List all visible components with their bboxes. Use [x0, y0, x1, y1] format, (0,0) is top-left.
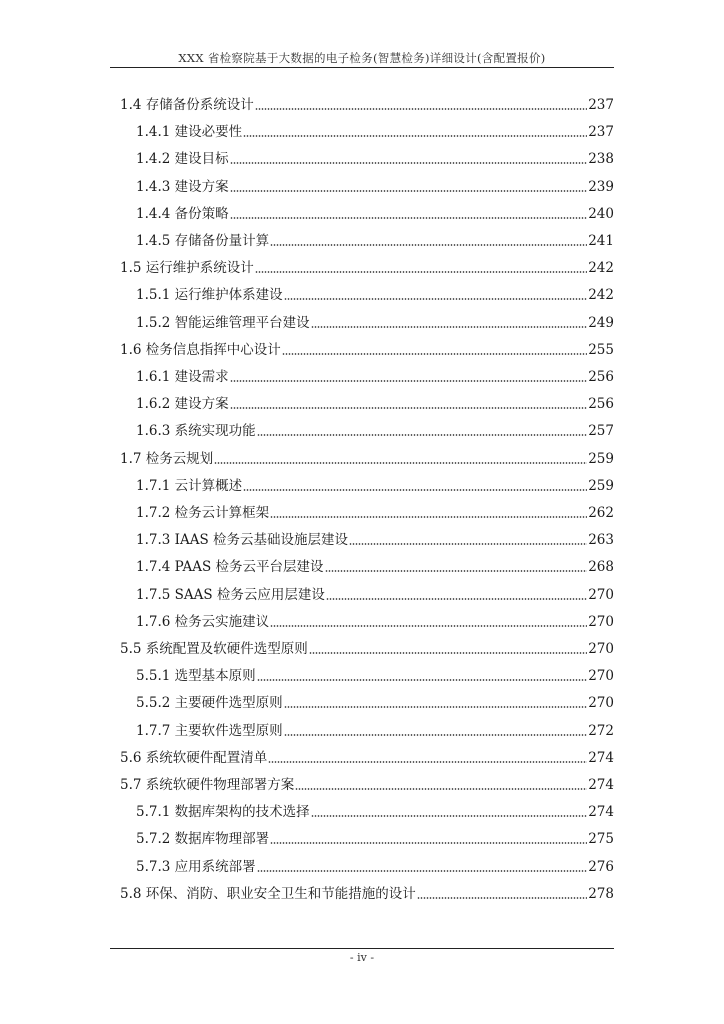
toc-entry[interactable]	[136, 799, 614, 821]
toc-leader-dots	[295, 788, 587, 790]
toc-entry-page: 274	[588, 777, 614, 793]
toc-entry-page: 262	[588, 505, 614, 521]
toc-leader-dots	[349, 543, 587, 545]
toc-entry[interactable]	[120, 745, 614, 767]
toc-entry-page: 256	[588, 369, 614, 385]
header-rule	[110, 67, 614, 68]
toc-entry-title: 1.7.4 PAAS 检务云平台层建设	[136, 559, 324, 576]
toc-entry-title: 1.4.2 建设目标	[136, 151, 229, 168]
toc-entry-page: 259	[588, 477, 614, 494]
toc-entry-title: 1.7.5 SAAS 检务云应用层建设	[136, 586, 325, 603]
toc-entry-page: 272	[588, 722, 614, 739]
toc-entry[interactable]	[136, 690, 614, 712]
toc-entry-page: 274	[588, 749, 614, 766]
toc-entry-title: 1.7.1 云计算概述	[136, 477, 243, 494]
toc-entry-title: 5.5.1 选型基本原则	[136, 668, 256, 685]
toc-entry-page: 241	[588, 233, 614, 249]
toc-entry[interactable]	[120, 446, 614, 468]
toc-leader-dots	[284, 298, 588, 300]
toc-entry-title: 5.7 系统软硬件物理部署方案	[120, 777, 295, 793]
toc-entry-title: 1.4.1 建设必要性	[136, 124, 243, 141]
toc-entry-page: 268	[588, 559, 614, 576]
toc-entry-title: 1.7.2 检务云计算框架	[136, 505, 270, 521]
toc-entry-title: 1.6.1 建设需求	[136, 369, 229, 385]
toc-leader-dots	[417, 897, 587, 899]
toc-entry[interactable]	[136, 527, 614, 549]
toc-leader-dots	[325, 570, 588, 572]
toc-entry-page: 239	[588, 178, 614, 195]
toc-entry-title: 1.7.6 检务云实施建议	[136, 613, 270, 630]
toc-entry-title: 5.8 环保、消防、职业安全卫生和节能措施的设计	[120, 885, 416, 902]
toc-leader-dots	[230, 162, 588, 164]
toc-leader-dots	[230, 190, 588, 192]
footer-page-number: - iv -	[349, 951, 375, 964]
toc-entry-page: 255	[588, 341, 614, 358]
toc-entry-title: 5.5 系统配置及软硬件选型原则	[120, 641, 308, 657]
toc-leader-dots	[268, 761, 587, 763]
toc-entry[interactable]	[136, 201, 614, 223]
toc-entry[interactable]	[136, 228, 614, 250]
toc-entry-page: 242	[588, 287, 614, 304]
toc-entry-page: 257	[588, 423, 614, 440]
toc-entry[interactable]	[120, 255, 614, 277]
toc-entry-page: 238	[588, 151, 614, 168]
toc-leader-dots	[309, 652, 587, 654]
toc-entry[interactable]	[120, 92, 614, 114]
toc-leader-dots	[311, 326, 588, 328]
toc-leader-dots	[270, 625, 587, 627]
toc-entry[interactable]	[136, 582, 614, 604]
toc-entry[interactable]	[136, 826, 614, 848]
toc-entry-page: 274	[588, 804, 614, 821]
toc-leader-dots	[270, 842, 587, 844]
toc-entry-title: 5.7.1 数据库架构的技术选择	[136, 804, 310, 821]
toc-entry-page: 270	[588, 641, 614, 657]
toc-leader-dots	[311, 815, 588, 817]
toc-leader-dots	[257, 870, 588, 872]
toc-entry-page: 263	[588, 532, 614, 549]
toc-entry-title: 1.5 运行维护系统设计	[120, 260, 254, 277]
toc-entry[interactable]	[136, 854, 614, 876]
toc-entry-title: 5.7.2 数据库物理部署	[136, 831, 270, 848]
toc-entry-title: 5.5.2 主要硬件选型原则	[136, 695, 283, 712]
toc-leader-dots	[284, 734, 588, 736]
toc-entry-page: 242	[588, 260, 614, 277]
toc-leader-dots	[230, 407, 588, 409]
toc-leader-dots	[243, 135, 587, 137]
toc-leader-dots	[230, 380, 588, 382]
toc-entry[interactable]	[136, 146, 614, 168]
toc-entry[interactable]	[136, 663, 614, 685]
toc-entry-page: 237	[588, 124, 614, 141]
header-title: XXX 省检察院基于大数据的电子检务(智慧检务)详细设计(含配置报价)	[178, 51, 546, 65]
toc-entry-title: 1.6 检务信息指挥中心设计	[120, 341, 281, 358]
toc-leader-dots	[255, 108, 587, 110]
toc-entry-title: 1.4 存储备份系统设计	[120, 97, 254, 113]
toc-entry-title: 1.4.3 建设方案	[136, 178, 229, 195]
toc-entry-page: 270	[588, 586, 614, 603]
toc-entry-title: 1.6.2 建设方案	[136, 396, 229, 413]
toc-entry-title: 1.7.3 IAAS 检务云基础设施层建设	[136, 532, 349, 549]
toc-leader-dots	[270, 244, 587, 246]
toc-leader-dots	[282, 353, 587, 355]
toc-leader-dots	[257, 679, 588, 681]
toc-entry[interactable]	[120, 337, 614, 359]
toc-entry-title: 1.4.4 备份策略	[136, 205, 229, 222]
toc-entry[interactable]	[120, 772, 614, 794]
toc-entry-page: 275	[588, 831, 614, 848]
toc-entry-page: 270	[588, 668, 614, 685]
toc-entry[interactable]	[136, 391, 614, 413]
toc-entry-page: 259	[588, 450, 614, 467]
toc-entry[interactable]	[136, 609, 614, 631]
toc-entry-title: 1.5.1 运行维护体系建设	[136, 287, 283, 304]
toc-entry[interactable]	[136, 174, 614, 196]
toc-entry[interactable]	[136, 418, 614, 440]
toc-entry[interactable]	[136, 718, 614, 740]
toc-entry-title: 1.5.2 智能运维管理平台建设	[136, 314, 310, 331]
toc-entry-page: 270	[588, 613, 614, 630]
toc-entry-title: 1.4.5 存储备份量计算	[136, 233, 270, 249]
toc-entry-page: 276	[588, 858, 614, 875]
toc-leader-dots	[257, 434, 588, 436]
toc-entry-title: 5.6 系统软硬件配置清单	[120, 749, 268, 766]
toc-leader-dots	[326, 598, 587, 600]
toc-leader-dots	[243, 489, 587, 491]
toc-entry[interactable]	[136, 364, 614, 386]
toc-entry-page: 249	[588, 314, 614, 331]
toc-entry[interactable]	[136, 310, 614, 332]
toc-entry-page: 270	[588, 695, 614, 712]
toc-entry[interactable]	[120, 636, 614, 658]
toc-leader-dots	[255, 271, 587, 273]
toc-entry-title: 1.6.3 系统实现功能	[136, 423, 256, 440]
toc-entry[interactable]	[120, 881, 614, 903]
toc-entry[interactable]	[136, 119, 614, 141]
toc-leader-dots	[230, 217, 588, 219]
toc-entry-page: 237	[588, 97, 614, 113]
toc-entry[interactable]	[136, 554, 614, 576]
toc-entry-page: 278	[588, 885, 614, 902]
toc-leader-dots	[284, 706, 588, 708]
toc-entry[interactable]	[136, 500, 614, 522]
toc-entry[interactable]	[136, 473, 614, 495]
toc-entry-title: 5.7.3 应用系统部署	[136, 858, 256, 875]
toc-entry[interactable]	[136, 282, 614, 304]
toc-entry-title: 1.7.7 主要软件选型原则	[136, 722, 283, 739]
toc-entry-page: 240	[588, 205, 614, 222]
footer-rule	[110, 948, 614, 949]
toc-entry-title: 1.7 检务云规划	[120, 450, 214, 467]
toc-leader-dots	[270, 516, 587, 518]
toc-entry-page: 256	[588, 396, 614, 413]
toc-leader-dots	[214, 462, 587, 464]
